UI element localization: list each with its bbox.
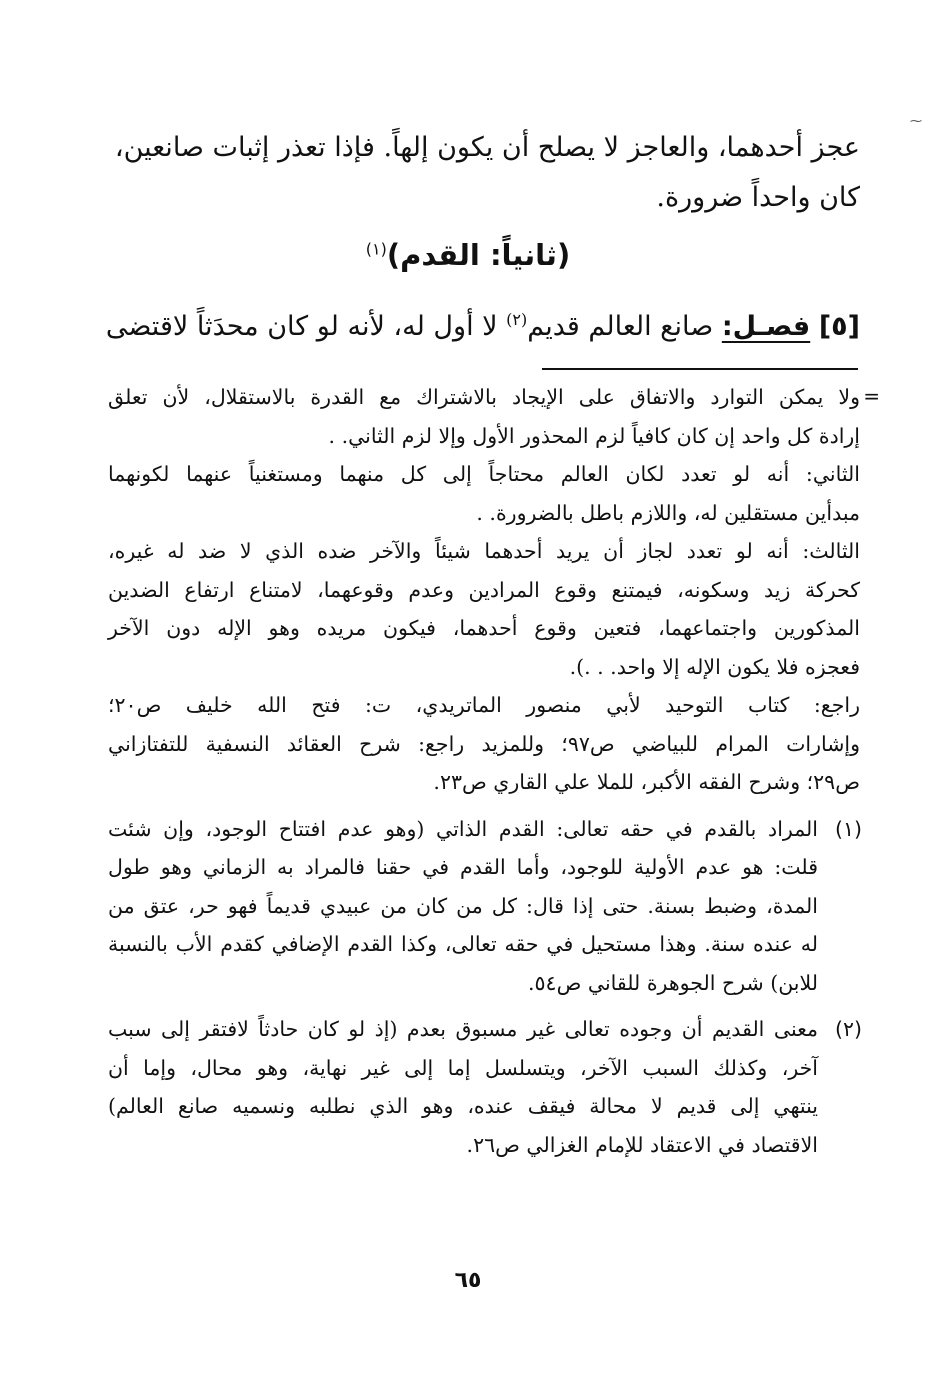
main-text-line-2 [112,174,860,222]
footnote-line: الثالث: أنه لو تعدد لجاز أن يريد أحدهما شيئاً والآخر ضده الذي لا ضد له غيره، [108,539,860,563]
footnote-line: للابن) شرح الجوهرة للقاني ص٥٤. [528,970,818,995]
main-text-line-3 [105,296,860,351]
section-heading [0,238,936,272]
footnote-line: له عنده سنة. وهذا مستحيل في حقه تعالى، وكذا القدم الإضافي كقدم الأب بالنسبة [108,932,818,956]
section-label: فصـل: [721,311,811,342]
footnote-line: الاقتصاد في الاعتقاد للإمام الغزالي ص٢٦. [466,1132,818,1157]
footnote-line: المراد بالقدم في حقه تعالى: القدم الذاتي (وهو عدم افتتاح الوجود، وإن شئت [108,816,818,841]
text-line: كان واحداً ضرورة. [656,182,860,213]
footnote-line: وإشارات المرام للبياضي ص٩٧؛ وللمزيد راجع: شرح العقائد النسفية للتفتازاني [108,731,860,756]
footnote-line: كحركة زيد وسكونه، فيمتنع وقوع المرادين وعدم وقوعهما، لامتناع ارتفاع الضدين [108,577,860,602]
footnote-line: قلت: هو عدم الأولية للوجود، وأما القدم في حقنا فالمراد به الزماني وهو طول [108,855,818,879]
footnote-number: (١) [834,816,862,841]
text-segment: لا أول له، لأنه لو كان محدَثاً لاقتضى [105,311,498,342]
footnote-line: الثاني: أنه لو تعدد لكان العالم محتاجاً إلى كل منهما ومستغنياً عنهما لكونهما [108,462,860,486]
footnote-line: إرادة كل واحد إن كان كافياً لزم المحذور الأول وإلا لزم الثاني. . [328,423,860,448]
footnote-line: المدة، وضبط بسنة. حتى إذا قال: كل من كان من عبيدي قديماً فهو حر، عتق من [108,893,818,918]
text-segment: صانع العالم قديم [527,311,714,342]
footnotes [108,378,860,1172]
footnote-line: ولا يمكن التوارد والاتفاق على الإيجاد بالاشتراك مع القدرة بالاستقلال، لأن تعلق [108,385,860,409]
fasl-line [105,296,860,351]
footnote-number: (٢) [834,1017,862,1041]
footnote-separator [542,368,858,370]
page-number: ٦٥ [454,1268,482,1293]
section-number: [٥] [818,311,860,342]
main-text-line-1 [112,124,860,172]
footnote-line: آخر، وكذلك السبب الآخر، ويتسلسل إما إلى غير نهاية، وهو محال، وإما أن [108,1055,818,1080]
margin-mark: ⁓ [910,114,922,128]
footnote-ref[interactable]: (١) [365,239,387,259]
text-line: عجز أحدهما، والعاجز لا يصلح أن يكون إلهاً. فإذا تعذر إثبات صانعين، [114,132,860,163]
footnote-line: ص٢٩؛ وشرح الفقه الأكبر، للملا علي القاري ص٢٣. [433,770,860,794]
heading-text: (ثانياً: القدم) [386,238,571,272]
footnote-continued [108,378,860,802]
footnote-line: راجع: كتاب التوحيد لأبي منصور الماتريدي، ت: فتح الله خليف ص٢٠؛ [108,693,860,717]
footnote-1 [108,810,862,1003]
footnote-line: فعجزه فلا يكون الإله إلا واحد. . .). [569,654,860,679]
continuation-mark: = [863,384,880,408]
footnote-line: معنى القديم أن وجوده تعالى غير مسبوق بعدم (إذ لو كان حادثاً لافتقر إلى سبب [108,1017,818,1041]
footnote-line: المذكورين واجتماعهما، فتعين وقوع أحدهما، فيكون مريده وهو الإله دون الآخر [108,616,860,640]
footnote-ref[interactable]: (٢) [506,310,528,329]
footnote-line: مبدأين مستقلين له، واللازم باطل بالضرورة. . [476,500,860,525]
footnote-2 [108,1010,862,1164]
footnote-line: ينتهي إلى قديم لا محالة فيقف عنده، وهو الذي نطلبه ونسميه صانع العالم) [108,1094,818,1118]
